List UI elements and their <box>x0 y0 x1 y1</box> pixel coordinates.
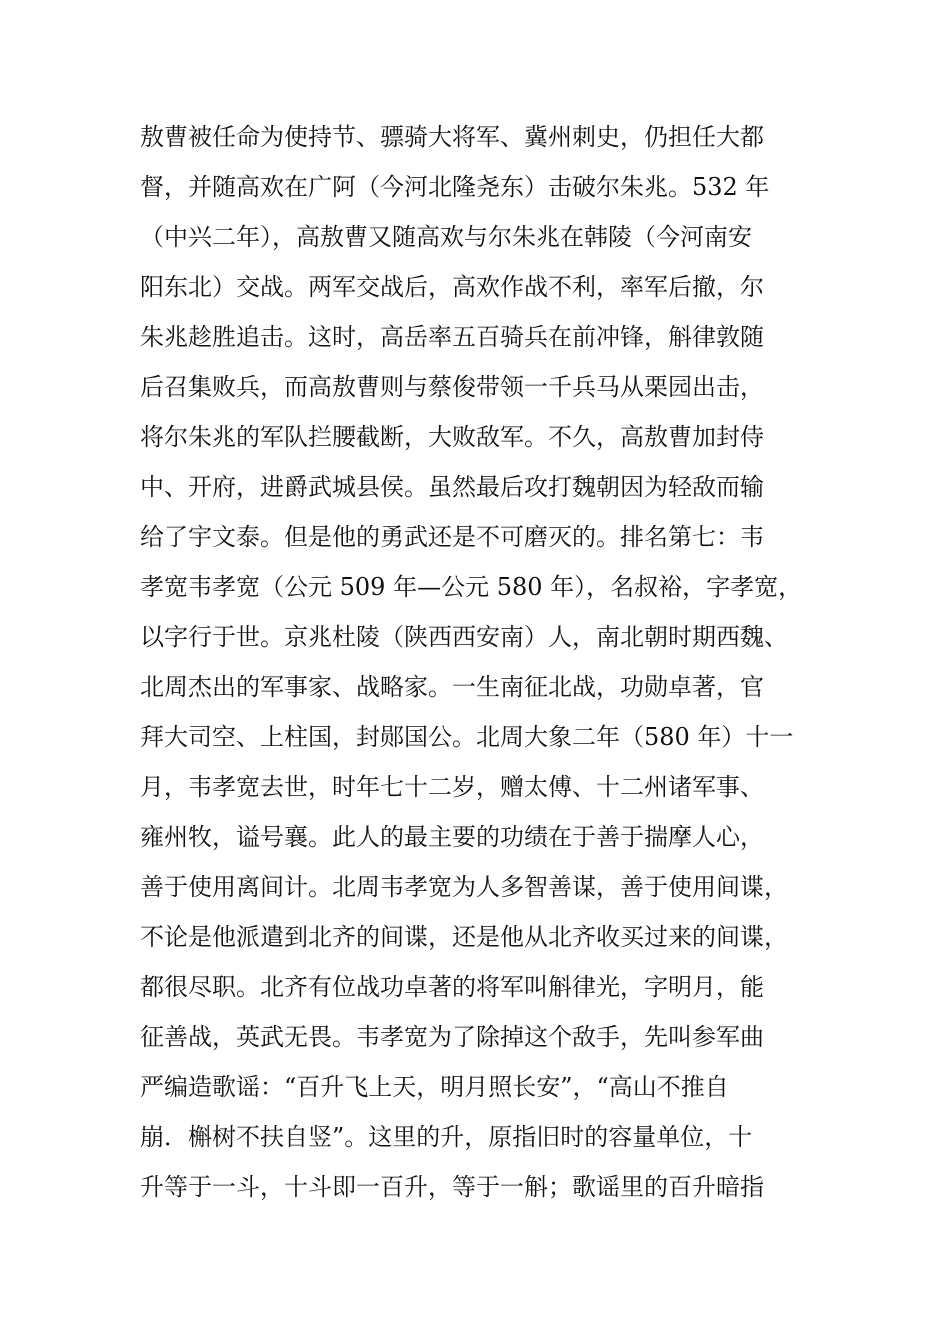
text-line: 严编造歌谣：“百升飞上天，明月照长安”，“高山不推自 <box>140 1073 729 1101</box>
text-line: 征善战，英武无畏。韦孝宽为了除掉这个敌手，先叫参军曲 <box>140 1023 764 1051</box>
text-line: 北周杰出的军事家、战略家。一生南征北战，功勋卓著，官 <box>140 673 764 701</box>
body-text <box>140 112 840 1212</box>
text-line: （中兴二年），高敖曹又随高欢与尔朱兆在韩陵（今河南安 <box>140 223 752 251</box>
text-line: 拜大司空、上柱国，封郧国公。北周大象二年（580 年）十一 <box>140 723 794 751</box>
text-line: 朱兆趁胜追击。这时，高岳率五百骑兵在前冲锋，斛律敦随 <box>140 323 764 351</box>
text-line: 以字行于世。京兆杜陵（陕西西安南）人，南北朝时期西魏、 <box>140 623 788 651</box>
text-line: 月，韦孝宽去世，时年七十二岁，赠太傅、十二州诸军事、 <box>140 773 764 801</box>
text-line: 善于使用离间计。北周韦孝宽为人多智善谋，善于使用间谍， <box>140 873 788 901</box>
text-line: 阳东北）交战。两军交战后，高欢作战不利，率军后撤，尔 <box>140 273 764 301</box>
text-line: 督，并随高欢在广阿（今河北隆尧东）击破尔朱兆。532 年 <box>140 173 770 201</box>
text-line: 不论是他派遣到北齐的间谍，还是他从北齐收买过来的间谍， <box>140 923 788 951</box>
text-line: 中、开府，进爵武城县侯。虽然最后攻打魏朝因为轻敌而输 <box>140 473 764 501</box>
text-line: 崩．槲树不扶自竖”。这里的升，原指旧时的容量单位，十 <box>140 1123 753 1151</box>
text-line: 雍州牧，谥号襄。此人的最主要的功绩在于善于揣摩人心， <box>140 823 764 851</box>
text-line: 给了宇文泰。但是他的勇武还是不可磨灭的。排名第七：韦 <box>140 523 764 551</box>
text-line: 升等于一斗，十斗即一百升，等于一斛；歌谣里的百升暗指 <box>140 1173 764 1201</box>
text-line: 将尔朱兆的军队拦腰截断，大败敌军。不久，高敖曹加封侍 <box>140 423 764 451</box>
text-line: 后召集败兵，而高敖曹则与蔡俊带领一千兵马从栗园出击， <box>140 373 764 401</box>
text-line: 敖曹被任命为使持节、骠骑大将军、冀州刺史，仍担任大都 <box>140 123 764 151</box>
text-line: 都很尽职。北齐有位战功卓著的将军叫斛律光，字明月，能 <box>140 973 764 1001</box>
text-line: 孝宽韦孝宽（公元 509 年—公元 580 年），名叔裕，字孝宽， <box>140 573 803 601</box>
